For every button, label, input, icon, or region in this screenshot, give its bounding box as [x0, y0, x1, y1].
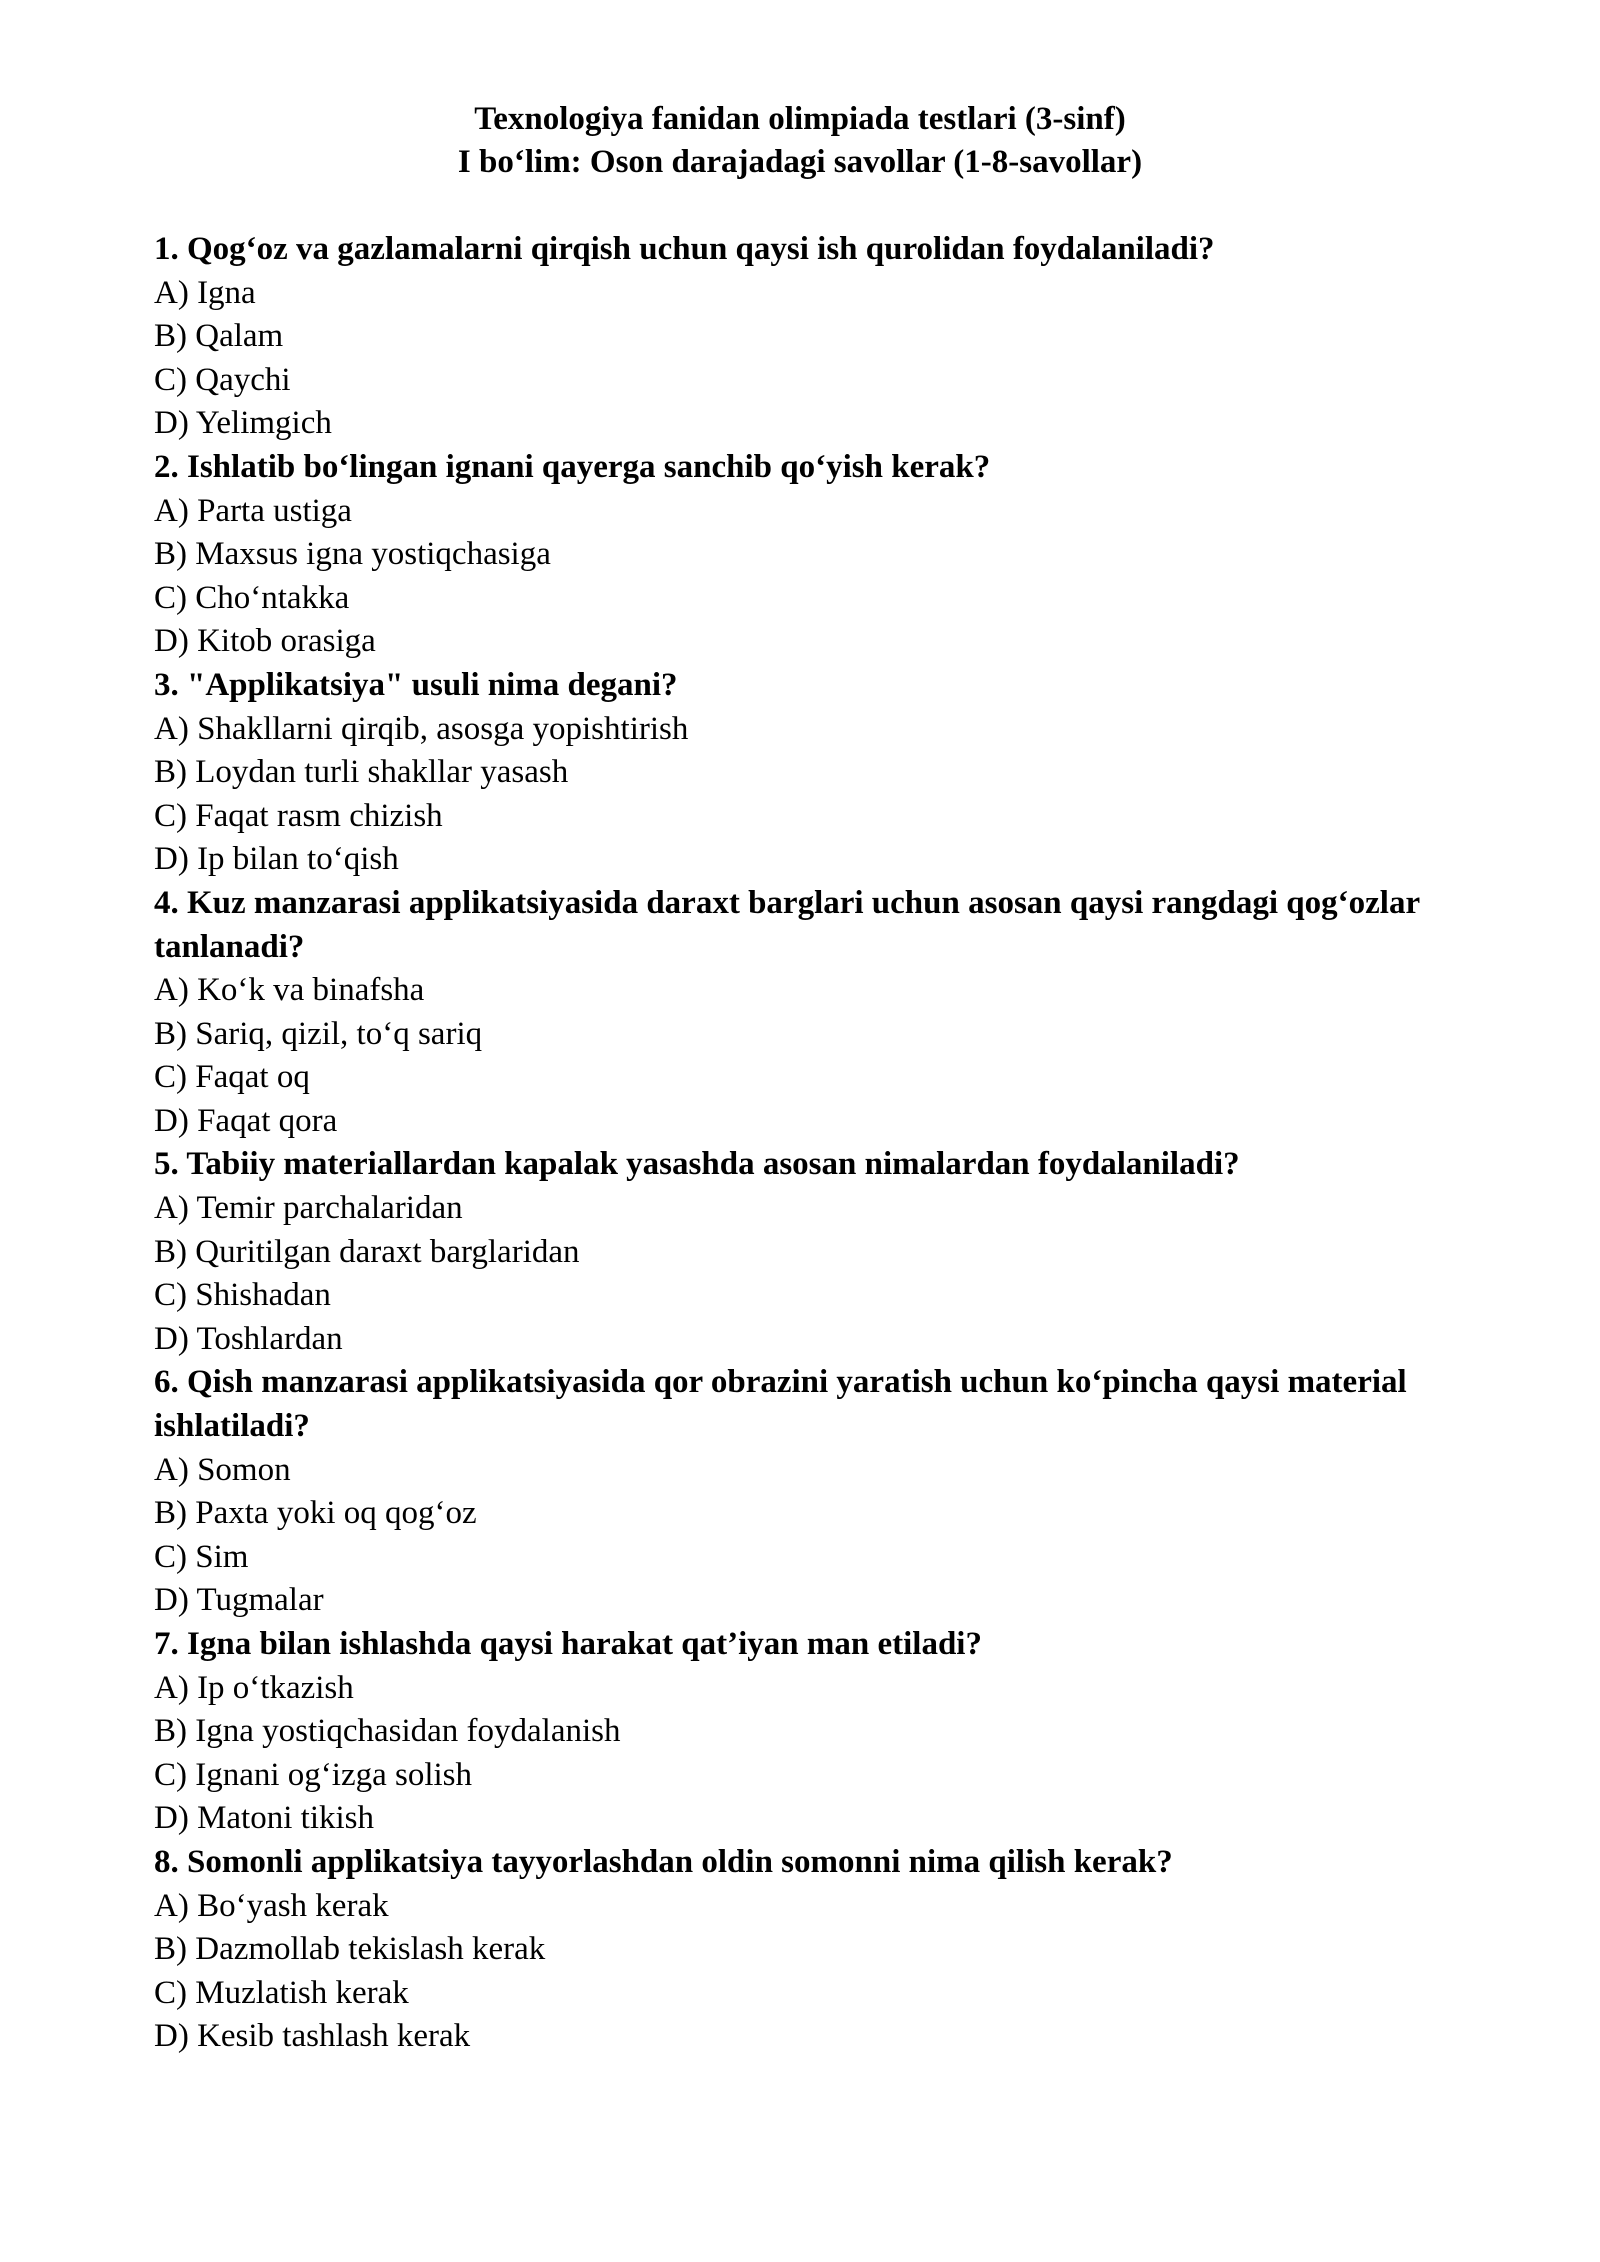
- answer-option: B) Qalam: [154, 318, 284, 355]
- answer-option: C) Ignani og‘izga solish: [154, 1756, 473, 1793]
- question-text: 4. Kuz manzarasi applikatsiyasida daraxt barglari uchun asosan qaysi rangdagi qog‘ozlar tanlanadi?: [154, 884, 1420, 965]
- question-text: 8. Somonli applikatsiya tayyorlashdan oldin somonni nima qilish kerak?: [154, 1843, 1173, 1880]
- answer-option: B) Quritilgan daraxt barglaridan: [154, 1233, 580, 1270]
- question-text: 6. Qish manzarasi applikatsiyasida qor obrazini yaratish uchun ko‘pincha qaysi material ishlatiladi?: [154, 1364, 1407, 1445]
- question-block: [154, 1623, 1454, 1841]
- question-block: [154, 446, 1454, 664]
- answer-option: B) Maxsus igna yostiqchasiga: [154, 536, 551, 573]
- question-text: 1. Qog‘oz va gazlamalarni qirqish uchun qaysi ish qurolidan foydalaniladi?: [154, 231, 1215, 267]
- answer-option: A) Somon: [154, 1451, 291, 1488]
- answer-option: D) Ip bilan to‘qish: [154, 841, 399, 878]
- answer-option: C) Muzlatish kerak: [154, 1974, 409, 2011]
- answer-option: C) Cho‘ntakka: [154, 579, 350, 616]
- answer-option: D) Yelimgich: [154, 405, 332, 442]
- answer-option: B) Paxta yoki oq qog‘oz: [154, 1495, 477, 1532]
- document-header: [0, 98, 1600, 184]
- question-text: 5. Tabiiy materiallardan kapalak yasashda asosan nimalardan foydalaniladi?: [154, 1146, 1240, 1183]
- answer-option: C) Faqat rasm chizish: [154, 797, 443, 834]
- answer-option: B) Dazmollab tekislash kerak: [154, 1931, 546, 1968]
- answer-option: D) Faqat qora: [154, 1102, 338, 1139]
- answer-option: C) Sim: [154, 1538, 249, 1575]
- question-list: [154, 228, 1454, 2059]
- question-text: 2. Ishlatib bo‘lingan ignani qayerga sanchib qo‘yish kerak?: [154, 448, 991, 485]
- question-text: 7. Igna bilan ishlashda qaysi harakat qat’iyan man etiladi?: [154, 1626, 982, 1662]
- answer-option: C) Qaychi: [154, 361, 291, 398]
- document-title: Texnologiya fanidan olimpiada testlari (3-sinf): [474, 101, 1126, 137]
- answer-option: C) Shishadan: [154, 1277, 331, 1314]
- question-block: [154, 1841, 1454, 2059]
- answer-option: A) Bo‘yash kerak: [154, 1887, 389, 1924]
- question-block: [154, 1143, 1454, 1361]
- answer-option: B) Sariq, qizil, to‘q sariq: [154, 1015, 483, 1052]
- answer-option: D) Tugmalar: [154, 1582, 324, 1619]
- answer-option: B) Igna yostiqchasidan foydalanish: [154, 1713, 621, 1750]
- question-block: [154, 882, 1454, 1144]
- answer-option: D) Matoni tikish: [154, 1800, 374, 1837]
- answer-option: A) Ko‘k va binafsha: [154, 972, 425, 1009]
- question-block: [154, 228, 1454, 446]
- answer-option: D) Kesib tashlash kerak: [154, 2018, 471, 2055]
- answer-option: A) Ip o‘tkazish: [154, 1669, 354, 1706]
- answer-option: A) Temir parchalaridan: [154, 1190, 463, 1227]
- answer-option: C) Faqat oq: [154, 1059, 310, 1096]
- question-block: [154, 1361, 1454, 1623]
- answer-option: D) Toshlardan: [154, 1320, 343, 1357]
- question-block: [154, 664, 1454, 882]
- answer-option: A) Igna: [154, 274, 256, 311]
- answer-option: A) Shakllarni qirqib, asosga yopishtirish: [154, 710, 689, 747]
- answer-option: B) Loydan turli shakllar yasash: [154, 754, 569, 791]
- answer-option: A) Parta ustiga: [154, 492, 352, 529]
- section-title: I bo‘lim: Oson darajadagi savollar (1-8-savollar): [457, 144, 1143, 180]
- answer-option: D) Kitob orasiga: [154, 623, 376, 660]
- question-text: 3. "Applikatsiya" usuli nima degani?: [154, 666, 678, 703]
